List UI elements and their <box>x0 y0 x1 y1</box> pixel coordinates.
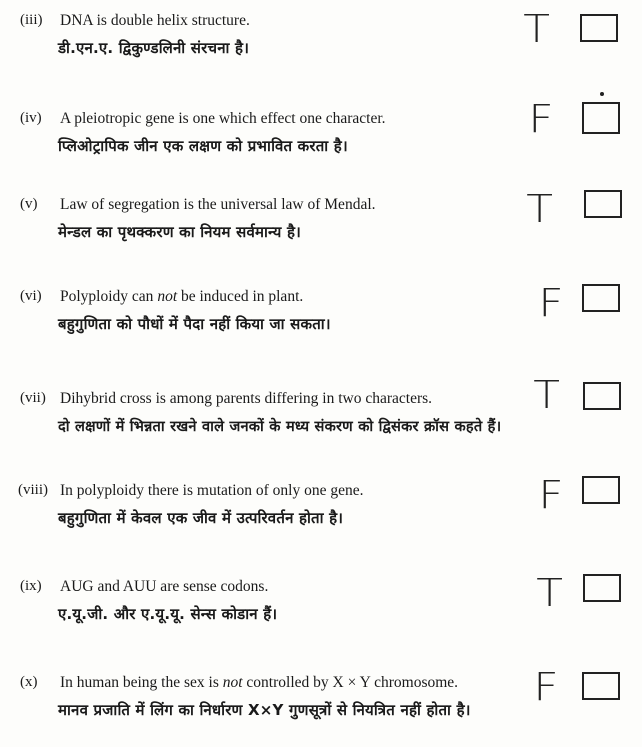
question-text-english: Law of segregation is the universal law of Mendal. <box>60 196 376 213</box>
text-pre: In human being the sex is <box>60 674 223 691</box>
answer-mark: T <box>533 373 560 417</box>
answer-box[interactable] <box>582 672 620 700</box>
question-number: (vi) <box>20 288 42 304</box>
question-number: (v) <box>20 196 38 212</box>
answer-mark: F <box>538 281 564 325</box>
answer-mark: T <box>523 7 550 51</box>
ink-dot <box>600 92 604 96</box>
question-text-hindi: बहुगुणिता को पौधों में पैदा नहीं किया जा सकता। <box>58 315 331 333</box>
question-text-hindi: ए.यू.जी. और ए.यू.यू. सेन्स कोडान हैं। <box>58 605 278 623</box>
question-text-hindi: बहुगुणिता में केवल एक जीव में उत्परिवर्तन होता है। <box>58 509 344 527</box>
question-text-english: AUG and AUU are sense codons. <box>60 578 269 595</box>
text-post: controlled by X × Y chromosome. <box>242 674 459 691</box>
question-number: (x) <box>20 674 38 690</box>
question-number: (iii) <box>20 12 43 28</box>
answer-mark: F <box>538 473 564 517</box>
question-text-hindi: प्लिओट्रापिक जीन एक लक्षण को प्रभावित करता है। <box>58 137 348 155</box>
text-emphasis: not <box>222 674 243 691</box>
question-text-english <box>60 288 303 306</box>
text-emphasis: not <box>157 288 178 305</box>
answer-box[interactable] <box>583 382 621 410</box>
answer-box[interactable] <box>582 102 620 134</box>
answer-box[interactable] <box>584 190 622 218</box>
question-text-english: Dihybrid cross is among parents differing in two characters. <box>60 390 433 407</box>
question-number: (vii) <box>20 390 46 406</box>
question-text-english <box>60 674 458 692</box>
answer-mark: F <box>528 97 554 141</box>
question-text-hindi: डी.एन.ए. द्विकुण्डलिनी संरचना है। <box>58 39 250 57</box>
question-text-hindi: दो लक्षणों में भिन्नता रखने वाले जनकों के मध्य संकरण को द्विसंकर क्रॉस कहते हैं। <box>58 418 502 435</box>
question-text-hindi: मानव प्रजाति में लिंग का निर्धारण X×Y गुणसूत्रों से नियत्रित नहीं होता है। <box>58 701 471 719</box>
answer-mark: T <box>536 571 563 615</box>
answer-box[interactable] <box>582 284 620 312</box>
answer-mark: F <box>533 665 559 709</box>
question-number: (iv) <box>20 110 42 126</box>
question-number: (viii) <box>18 482 48 498</box>
question-text-english: DNA is double helix structure. <box>60 12 250 29</box>
answer-box[interactable] <box>580 14 618 42</box>
answer-box[interactable] <box>583 574 621 602</box>
question-text-hindi: मेन्डल का पृथक्करण का नियम सर्वमान्य है। <box>58 223 302 241</box>
answer-mark: T <box>526 187 553 231</box>
text-pre: Polyploidy can <box>60 288 158 305</box>
text-post: be induced in plant. <box>177 288 304 305</box>
question-text-english: A pleiotropic gene is one which effect one character. <box>60 110 386 127</box>
answer-box[interactable] <box>582 476 620 504</box>
question-text-english: In polyploidy there is mutation of only one gene. <box>60 482 364 499</box>
question-number: (ix) <box>20 578 42 594</box>
